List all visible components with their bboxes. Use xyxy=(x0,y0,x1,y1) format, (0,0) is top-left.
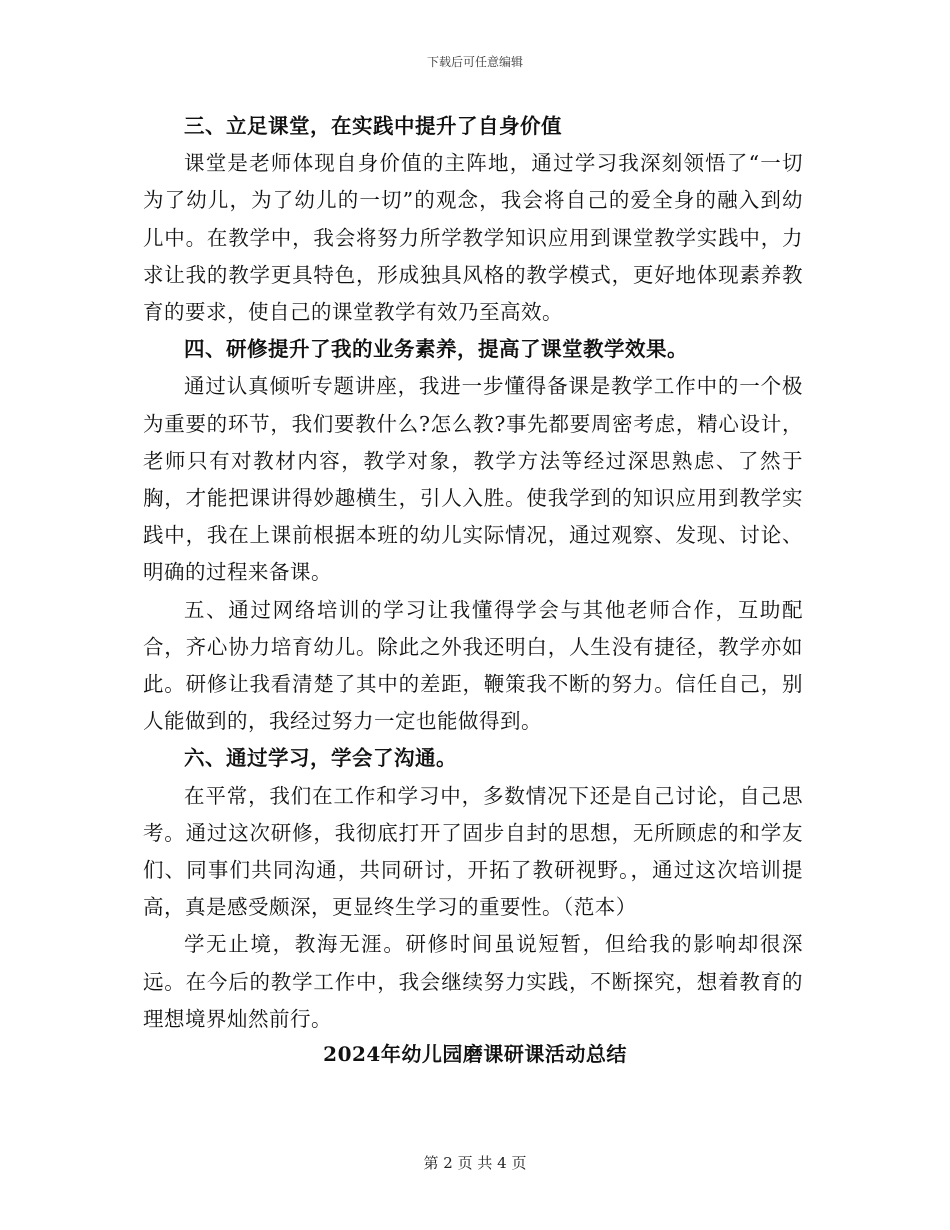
paragraph: 课堂是老师体现自身价值的主阵地，通过学习我深刻领悟了“一切为了幼儿，为了幼儿的一切”的观念，我会将自己的爱全身的融入到幼儿中。在教学中，我会将努力所学教学知识应用到课堂教学实践中，力求让我的教学更具特色，形成独具风格的教学模式，更好地体现素养教育的要求，使自己的课堂教学有效乃至高效。 xyxy=(143,151,803,325)
section-heading-6: 六、通过学习，学会了沟通。 xyxy=(184,746,457,771)
header-note: 下载后可任意编辑 xyxy=(426,55,523,69)
section-heading-3: 三、立足课堂，在实践中提升了自身价值 xyxy=(184,114,562,138)
document-body xyxy=(143,108,803,1038)
page-footer: 第 2 页 共 4 页 xyxy=(423,1154,527,1172)
paragraph: 学无止境，教海无涯。研修时间虽说短暂，但给我的影响却很深远。在今后的教学工作中，我会继续努力实践，不断探究，想着教育的理想境界灿然前行。 xyxy=(143,932,803,1031)
paragraph: 通过认真倾听专题讲座，我进一步懂得备课是教学工作中的一个极为重要的环节，我们要教什么?怎么教?事先都要周密考虑，精心设计，老师只有对教材内容，教学对象，教学方法等经过深思熟虑、了然于胸，才能把课讲得妙趣横生，引人入胜。使我学到的知识应用到教学实践中，我在上课前根据本班的幼儿实际情况，通过观察、发现、讨论、明确的过程来备课。 xyxy=(143,374,803,585)
next-document-title: 2024年幼儿园磨课研课活动总结 xyxy=(323,1042,627,1066)
paragraph: 在平常，我们在工作和学习中，多数情况下还是自己讨论，自己思考。通过这次研修，我彻底打开了固步自封的思想，无所顾虑的和学友们、同事们共同沟通，共同研讨，开拓了教研视野。，通过这次培训提高，真是感受颇深，更显终生学习的重要性。（范本） xyxy=(143,783,803,920)
section-heading-4: 四、研修提升了我的业务素养，提高了课堂教学效果。 xyxy=(184,337,688,362)
paragraph: 五、通过网络培训的学习让我懂得学会与其他老师合作，互助配合，齐心协力培育幼儿。除此之外我还明白，人生没有捷径，教学亦如此。研修让我看清楚了其中的差距，鞭策我不断的努力。信任自己，别人能做到的，我经过努力一定也能做得到。 xyxy=(143,597,803,734)
